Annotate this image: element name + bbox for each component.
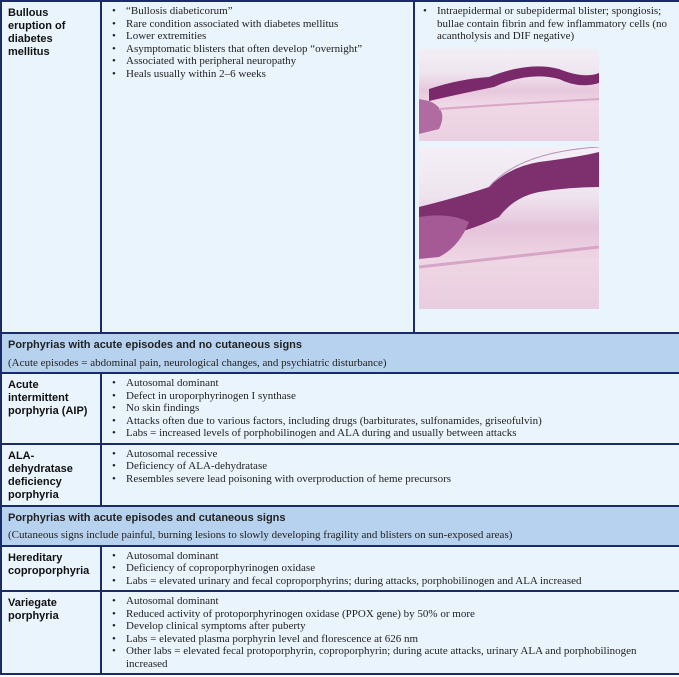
table-row	[1, 546, 679, 592]
condition-name: Variegate porphyria	[1, 591, 101, 674]
table-row	[1, 1, 679, 333]
histology-text: • Intraepidermal or subepidermal blister; spongiosis; bullae contain fibrin and few inflammatory cells (no acantholysis and DIF negative)	[437, 5, 673, 43]
list-item: • Autosomal dominant	[126, 377, 673, 390]
condition-name: ALA-dehydratase deficiency porphyria	[1, 444, 101, 506]
list-item: • Deficiency of coproporphyrinogen oxidase	[126, 562, 673, 575]
section-title: Porphyrias with acute episodes and cutaneous signs	[8, 511, 286, 524]
features-cell	[101, 444, 679, 506]
list-item: • Asymptomatic blisters that often develop “overnight”	[126, 43, 407, 56]
histology-cell	[414, 1, 679, 333]
histology-image	[419, 147, 599, 309]
section-note: (Cutaneous signs include painful, burning lesions to slowly developing fragility and blisters on sun-exposed areas)	[8, 529, 513, 541]
list-item: • No skin findings	[126, 402, 673, 415]
list-item: • Labs = elevated plasma porphyrin level and florescence at 626 nm	[126, 633, 673, 646]
features-cell	[101, 373, 679, 444]
section-title: Porphyrias with acute episodes and no cutaneous signs	[8, 339, 303, 351]
section-note: (Acute episodes = abdominal pain, neurological changes, and psychiatric disturbance)	[8, 356, 387, 369]
list-item: • Attacks often due to various factors, including drugs (barbiturates, sulfonamides, griseofulvin)	[126, 415, 673, 428]
list-item: • Other labs = elevated fecal protoporphyrin, coproporphyrin; during acute attacks, urinary ALA and porphobilinogen increased	[126, 645, 673, 670]
condition-name: Acute intermittent porphyria (AIP)	[1, 373, 101, 444]
list-item: • Autosomal dominant	[126, 595, 673, 608]
list-item: • Labs = elevated urinary and fecal coproporphyrins; during attacks, porphobilinogen and ALA increased	[126, 575, 673, 588]
list-item: • Defect in uroporphyrinogen I synthase	[126, 390, 673, 403]
list-item: • Autosomal dominant	[126, 550, 673, 563]
features-cell	[101, 546, 679, 592]
list-item: • “Bullosis diabeticorum”	[126, 5, 407, 18]
section-header-row	[1, 333, 679, 373]
list-item: • Lower extremities	[126, 30, 407, 43]
list-item: • Develop clinical symptoms after puberty	[126, 620, 673, 633]
features-cell	[101, 591, 679, 674]
list-item: • Deficiency of ALA-dehydratase	[126, 460, 673, 473]
histology-image	[419, 49, 599, 141]
condition-name: Hereditary coproporphyria	[1, 546, 101, 592]
list-item: • Rare condition associated with diabetes mellitus	[126, 18, 407, 31]
table-row	[1, 373, 679, 444]
list-item: • Labs = increased levels of porphobilinogen and ALA during and usually between attacks	[126, 427, 673, 440]
list-item: • Reduced activity of protoporphyrinogen oxidase (PPOX gene) by 50% or more	[126, 608, 673, 621]
list-item: • Autosomal recessive	[126, 448, 673, 461]
list-item: • Associated with peripheral neuropathy	[126, 55, 407, 68]
condition-name: Bullous eruption of diabetes mellitus	[1, 1, 101, 333]
table-row	[1, 591, 679, 674]
features-cell	[101, 1, 414, 333]
table-row	[1, 444, 679, 506]
list-item: • Heals usually within 2–6 weeks	[126, 68, 407, 81]
list-item: • Resembles severe lead poisoning with overproduction of heme precursors	[126, 473, 673, 486]
section-header-row	[1, 506, 679, 546]
